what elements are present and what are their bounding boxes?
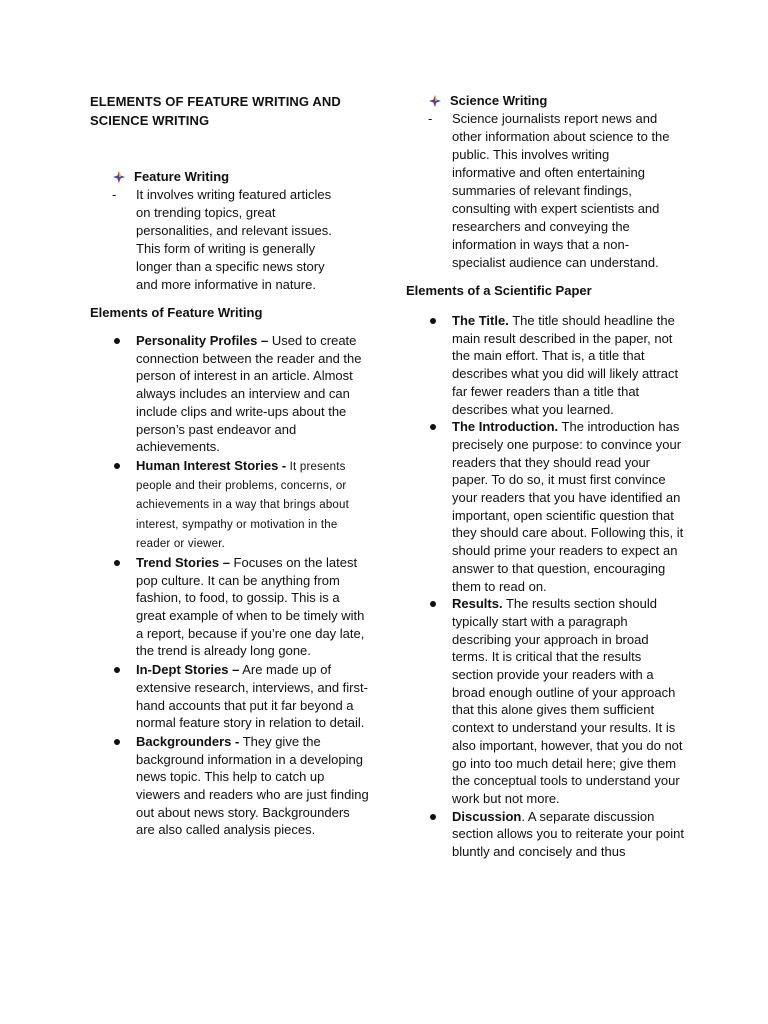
feature-writing-topic [90,168,372,294]
paper-elements-heading: Elements of a Scientific Paper [406,283,592,298]
list-item [90,332,372,456]
item-desc: The introduction has precisely one purpose: to convince your readers that they should read your paper. To do so, it must first convince your readers that you have identified an important, open scientific question that they should care about. Following this, it should prime your readers to expect an answer to that question, encouraging them to read on. [452,419,684,594]
bullet-icon [430,601,436,607]
item-term: The Title. [452,313,509,328]
list-item [90,457,372,553]
item-desc: Are made up of extensive research, interviews, and first-hand accounts that put it far beyond a normal feature story in relation to detail. [136,662,368,731]
item-term: Human Interest Stories - [136,457,287,473]
item-desc: Focuses on the latest pop culture. It can be anything from fashion, to food, to gossip. This is a great example of when to be timely with a report, because if you’re one day late, the trend is already long gone. [136,554,365,659]
item-term: Personality Profiles – [136,333,269,348]
item-term: Backgrounders - [136,733,240,749]
item-desc: They give the background information in a developing news topic. This help to catch up viewers and readers who are just finding out about news story. Backgrounders are also called analysis pieces. [136,733,369,838]
item-term: Discussion [452,808,522,824]
list-item [90,554,372,660]
science-writing-topic [406,92,686,272]
right-column [406,92,686,861]
item-desc: It presents people and their problems, concerns, or achievements in a way that brings about interest, sympathy or motivation in the reader or viewer. [136,460,350,550]
document-title: ELEMENTS OF FEATURE WRITING AND SCIENCE WRITING [90,94,341,128]
bullet-icon [114,463,120,469]
list-item [90,733,372,839]
bullet-icon [430,318,436,324]
diamond-bullet-icon [112,170,126,184]
item-term: Trend Stories – [136,554,230,570]
feature-elements-heading: Elements of Feature Writing [90,305,263,320]
science-writing-text: Science journalists report news and other information about science to the public. This involves writing informative and often entertaining summaries of relevant findings, consulting with expert scientists and researchers and conveying the information in ways that a non-specialist audience can understand. [452,111,670,270]
bullet-icon [114,560,120,566]
feature-writing-heading: Feature Writing [134,169,230,184]
bullet-icon [114,338,120,344]
bullet-icon [114,739,120,745]
item-desc: The title should headline the main result described in the paper, not the main effort. That is, a title that describes what you did will likely attract far fewer readers than a title that describes what you learned. [452,313,679,417]
list-item [406,418,686,595]
list-item [406,312,686,418]
item-desc: The results section should typically start with a paragraph describing your approach in broad terms. It is critical that the results section provide your readers with a broad enough outline of your approach that this alone gives them sufficient context to understand your results. It is also important, however, that you do not go into too much detail here; give them the conceptual tools to understand your work but not more. [452,596,683,806]
item-desc: Used to create connection between the reader and the person of interest in an article. Almost always includes an interview and can include clips and write-ups about the person’s past endeavor and achievements. [136,333,362,455]
bullet-icon [430,814,436,820]
paper-elements-list [406,312,686,861]
dash-marker: - [428,111,433,126]
list-item [90,661,372,732]
item-desc: . A separate discussion section allows you to reiterate your point bluntly and concisely and thus [452,808,684,860]
list-item [406,595,686,807]
science-writing-heading: Science Writing [450,93,548,108]
dash-marker: - [112,187,117,202]
feature-elements-list [90,332,372,839]
bullet-icon [430,424,436,430]
bullet-icon [114,667,120,673]
diamond-bullet-icon [428,94,442,108]
left-column [90,92,372,839]
feature-writing-text: It involves writing featured articles on trending topics, great personalities, and relevant issues. This form of writing is generally longer than a specific news story and more informative in nature. [136,187,332,292]
item-term: Results. [452,596,503,612]
item-term: In-Dept Stories – [136,662,240,678]
item-term: The Introduction. [452,419,559,435]
list-item [406,808,686,861]
